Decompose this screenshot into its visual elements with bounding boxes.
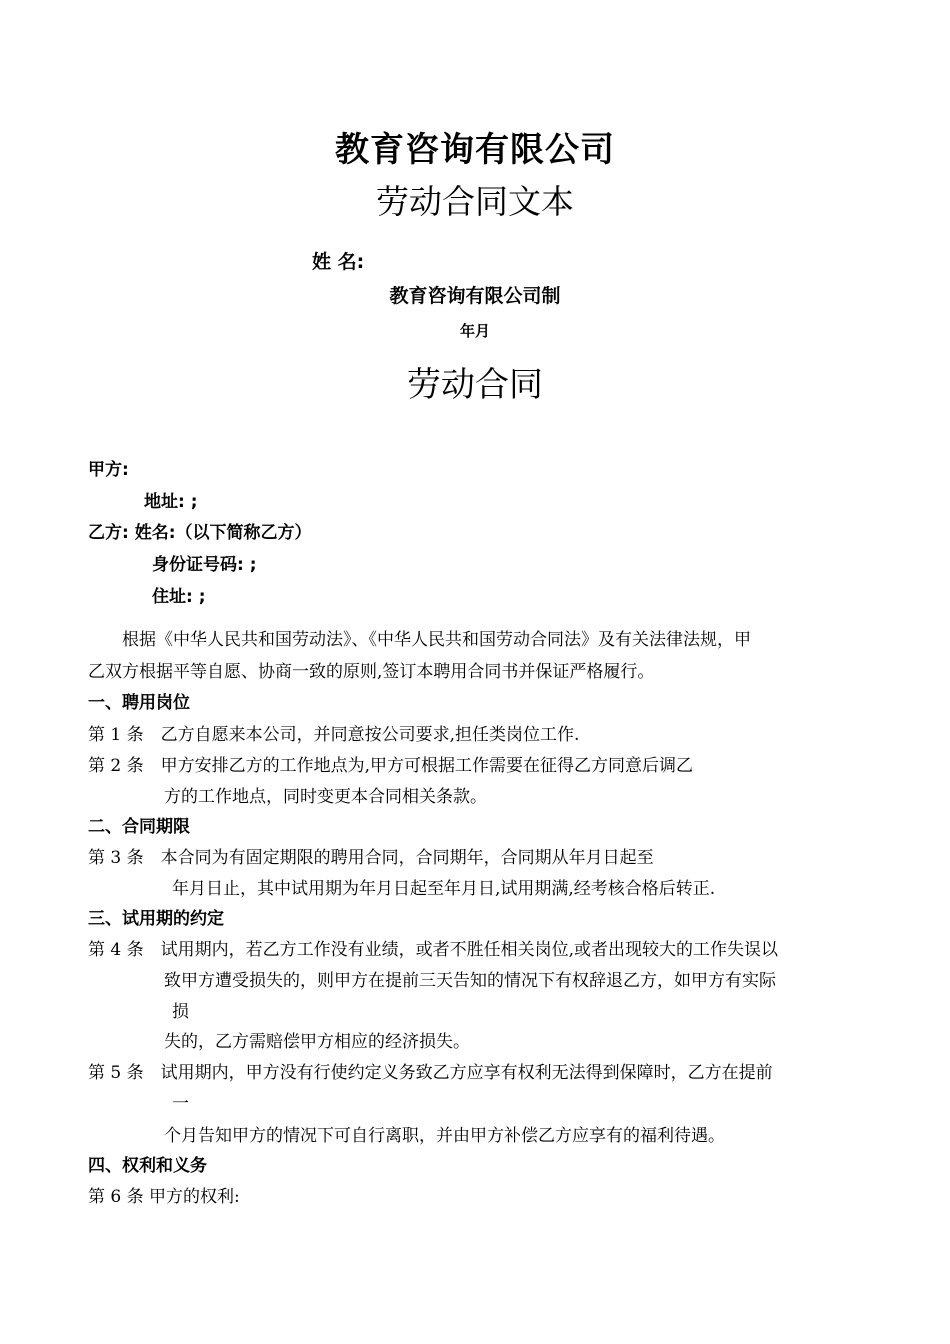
section-4-title: 四、权利和义务 [88,1156,207,1176]
party-b-residence: 住址: ; [152,587,206,607]
company-title: 教育咨询有限公司 [335,130,615,170]
party-b-name: 乙方: 姓名:（以下简称乙方） [88,523,312,543]
article-2-line-2: 方的工作地点，同时变更本合同相关条款。 [164,787,487,807]
party-b-id-number: 身份证号码: ; [152,555,257,575]
article-3-line-2: 年月日止，其中试用期为年月日起至年月日,试用期满,经考核合格后转正. [172,879,716,899]
article-4-line-2: 致甲方遭受损失的，则甲方在提前三天告知的情况下有权辞退乙方，如甲方有实际 [164,971,776,991]
intro-line-2: 乙双方根据平等自愿、协商一致的原则,签订本聘用合同书并保证严格履行。 [88,662,655,682]
article-1: 第 1 条 乙方自愿来本公司，并同意按公司要求,担任类岗位工作. [88,725,580,745]
article-5-line-3: 个月告知甲方的情况下可自行离职，并由甲方补偿乙方应享有的福利待遇。 [164,1126,725,1146]
intro-line-1: 根据《中华人民共和国劳动法》、《中华人民共和国劳动合同法》及有关法律法规，甲 [122,630,751,650]
year-month-line: 年月 [459,322,490,340]
article-5-line-2: 一 [172,1094,189,1114]
article-2-line-1: 第 2 条 甲方安排乙方的工作地点为,甲方可根据工作需要在征得乙方同意后调乙 [88,756,694,776]
section-2-title: 二、合同期限 [88,817,190,837]
made-by-line: 教育咨询有限公司制 [389,285,561,307]
article-6: 第 6 条 甲方的权利: [88,1187,240,1207]
contract-heading: 劳动合同 [407,365,543,405]
document-title: 劳动合同文本 [376,182,574,221]
article-5-line-1: 第 5 条 试用期内，甲方没有行使约定义务致乙方应享有权利无法得到保障时，乙方在提前 [88,1063,773,1083]
article-4-line-3: 损 [172,1002,189,1022]
party-a-label: 甲方: [88,460,129,480]
section-3-title: 三、试用期的约定 [88,909,224,929]
article-4-line-1: 第 4 条 试用期内，若乙方工作没有业绩，或者不胜任相关岗位,或者出现较大的工作失误以 [88,940,779,960]
article-4-line-4: 失的，乙方需赔偿甲方相应的经济损失。 [164,1032,470,1052]
party-a-address: 地址: ; [144,492,198,512]
name-label: 姓 名: [312,251,365,273]
section-1-title: 一、聘用岗位 [88,693,190,713]
article-3-line-1: 第 3 条 本合同为有固定期限的聘用合同，合同期年，合同期从年月日起至 [88,848,654,868]
